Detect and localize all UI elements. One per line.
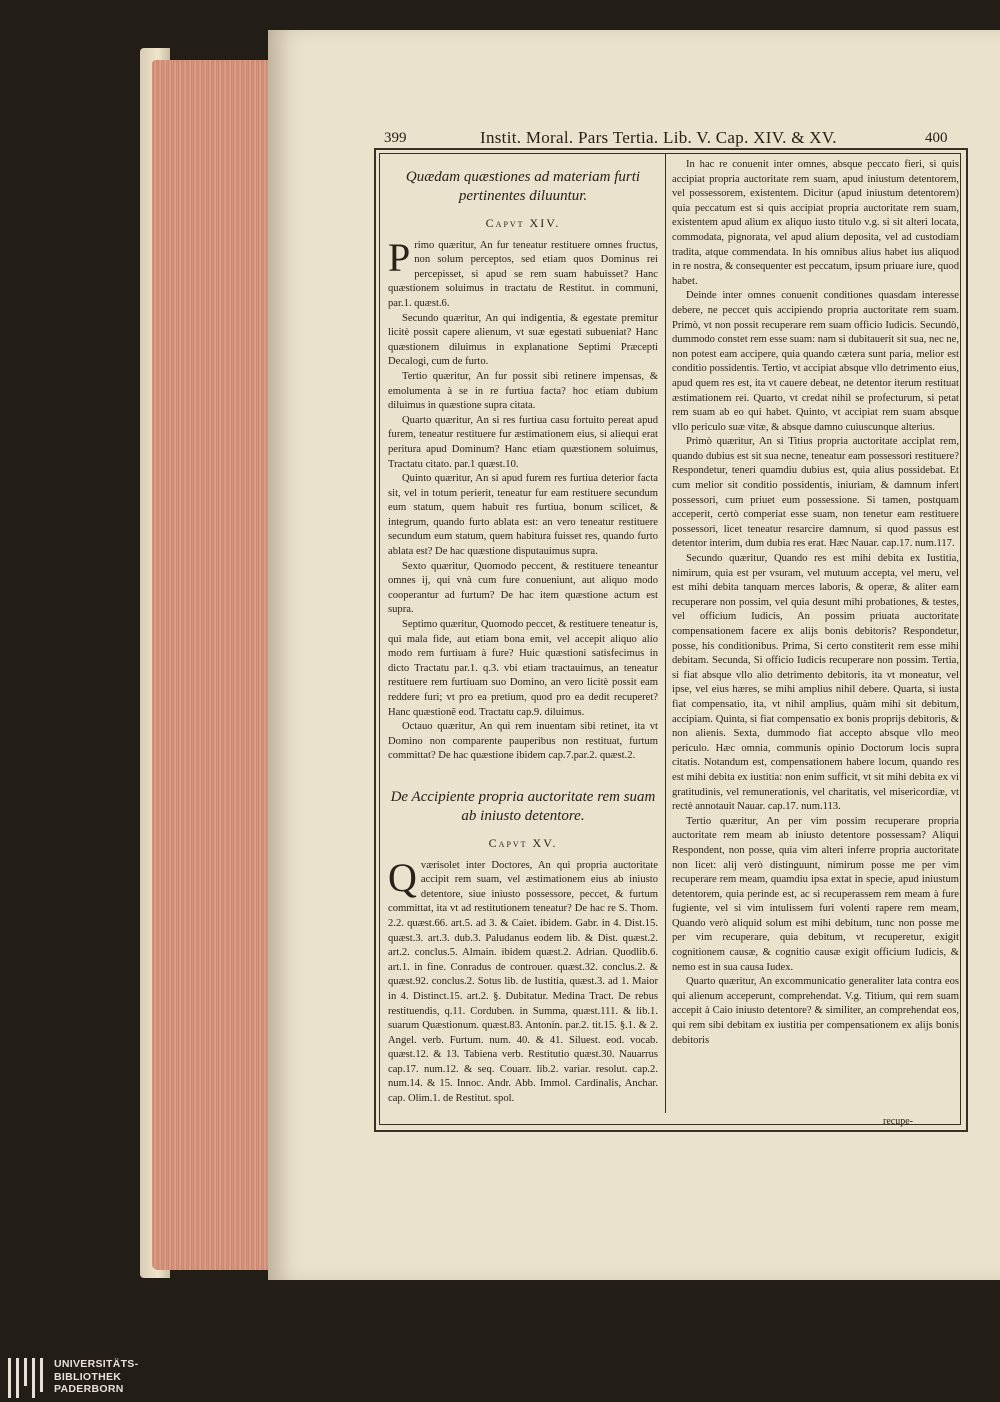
paragraph: Octauo quæritur, An qui rem inuentam sibi retinet, ita vt Domino non comparente pauperibus non restituat, furtum committat? De hac quæstione ibidem cap.7.par.2. quæst.2.: [388, 721, 658, 762]
paragraph: Quinto quæritur, An si apud furem res furtiua deterior facta sit, vel in totum perierit, teneatur fur eam restituere secundum eum statum, quem habuit res furtiua, bonum scilicet, & integrum, quando furto ablata est: an vero teneatur restituere secundum eum statum, quem habitura fuisset res, quando furto ablata est? De hac quæstione disputauimus supra.: [388, 473, 658, 558]
section-title-2: De Accipiente propria auctoritate rem suam ab iniusto detentore.: [390, 788, 656, 824]
column-divider: [665, 153, 666, 1113]
paragraph: Secundo quæritur, An qui indigentia, & egestate premitur licitè possit capere alienum, vt suæ egestati subueniat? Hanc quæstionem diluimus in explanatione Septimi Præcepti Decalogi, cum de furto.: [388, 312, 658, 368]
catchword: recupe-: [883, 1116, 913, 1127]
paragraph: Secundo quæritur, Quando res est mihi debita ex Iustitia, nimirum, quia est per vsuram, vel mutuum accepta, vel meru, vel est mihi debita tanquam merces laboris, & operæ, & aliter eam recuperare non possim, vel quia desunt mihi probationes, & testes, vel officium Iudicis, An possim priuata auctoritate compensationem facere ex alijs bonis debitoris? Respondetur, posse, his conditionibus. Prima, Si certo constiterit rem esse mihi debitam. Secunda, Si officio Iudicis recuperare non possim. Tertia, si fiat absque vllo alio detrimento debitoris, ita vt moneatur, vel ipse, vel eius hæres, se mihi amplius nihil debere. Quarta, si iusta fiat compensatio, ita, vt nihil amplius, quàm mihi sit debitum, accipiam. Quinta, si fiat compensatio ex bonis proprijs debitoris, & non alienis. Sexta, dummodo fiat accepto absque vllo meo periculo. Hæc omnia, communis opinio Doctorum locis supra citatis. Notandum est, compensationem habere locum, quando res est mihi debita ex iustitia: non enim sufficit, vt sit mihi debita ex vi gratitudinis, vel remunerationis, vel charitatis, vel misericordiæ, vt rectè annotauit Nauar. cap.17. num.113.: [672, 553, 959, 813]
page-number-right: 400: [925, 130, 948, 146]
left-column: [388, 162, 658, 1107]
paragraph: [388, 854, 658, 1107]
drop-cap: Q: [388, 854, 417, 900]
paragraph: Sexto quæritur, Quomodo peccent, & restituere teneantur omnes ij, qui vnà cum fure conueniunt, aut aliquo modo cooperantur ad furtum? De hac item quæstione actum est supra.: [388, 560, 658, 616]
page-number-left: 399: [384, 130, 407, 146]
paragraph: Primò quæritur, An si Titius propria auctoritate acciplat rem, quando dubius est sit sua necne, teneatur eam possessori restituere? Respondetur, teneri quamdiu dubius est, quia alius possidebat. Et cum melior sit conditio possidentis, iniuriam, & damnum infert possessori, cum priuet eum possessione. Si tamen, postquam acceperit, certò comperiat esse suam, non tenetur eam restituere possessori, licet teneatur resarcire damnum, si quod passus est detentor interim, dum dubia res erat. Hæc Nauar. cap.17. num.117.: [672, 436, 959, 550]
paragraph: In hac re conuenit inter omnes, absque peccato fieri, si quis accipiat propria auctoritate rem suam, apud iniustum detentorem, vel possessorem, existentem. Dicitur (apud iniustum detentorem) quia peccatum est si quis accipiat propria auctoritate rem suam, existentem apud alium ex aliquo iusto titulo v.g. si sit alteri locata, commodata, pignorata, vel apud alium deposita, vel ad custodiam tradita, atque commendata. In his omnibus alius habet ius aliquod in re nostra, & consequenter est peccatum, ipsum priuare iure, quod habet.: [672, 159, 959, 287]
right-column: [672, 158, 959, 1048]
paragraph-text: rimo quæritur, An fur teneatur restituere omnes fructus, non solum perceptos, sed etiam quos Dominus rei percepisset, si apud se rem suam habuisset? Hanc quæstionem soluimus in tractatu de Restitut. in communi, par.1. quæst.6.: [388, 239, 658, 309]
library-logo-icon: [8, 1358, 48, 1398]
running-title: Instit. Moral. Pars Tertia. Lib. V. Cap. XIV. & XV.: [480, 128, 837, 147]
library-logo: [8, 1358, 158, 1398]
paragraph: Septimo quæritur, Quomodo peccet, & restituere teneatur is, qui mala fide, aut etiam bona emit, vel accepit aliquo alio modo rem furtiuam à fure? Huic quæstioni satisfecimus in dicto Tractatu par.1. q.3. vbi etiam tractauimus, an teneatur restituere rem furtiuam suo Domino, an vero licitè possit eam reddere furi; vt pro ea pretium, quod pro ea dedit recuperet? Hanc quæstionẽ eod. Tractatu cap.9. diluimus.: [388, 619, 658, 718]
drop-cap: P: [388, 234, 411, 280]
spacer: [388, 764, 658, 782]
logo-line-1: UNIVERSITÄTS-: [54, 1358, 139, 1370]
paragraph: Tertio quæritur, An per vim possim recuperare propria auctoritate rem meam ab iniusto detentore possessam? Aliqui Respondent, non posse, quia vim alteri inferre propria auctoritate non licet: alij verò distinguunt, nimirum posse me per vim recuperare rem meam, quamdiu ipsa extat in specie, apud iniustum detentorem, quia perinde est, ac si recuperassem rem meam à fure fugiente, vel si vim intulissem furi volenti rapere rem meam, Quando verò aliquid solum est mihi debitum, tunc non posse me per vim recuperare, quia debitum, vt recuperetur, exigit cognitionem causæ, & cognitio causæ exigit officium Iudicis, & nemo est in sua causa Iudex.: [672, 815, 959, 973]
paragraph: Quarto quæritur, An si res furtiua casu fortuito pereat apud furem, teneatur restituere fur æstimationem eius, si aliequi erat peritura apud Dominum? Hanc etiam quæstionem soluimus, Tractatu citato. par.1 quæst.10.: [388, 414, 658, 470]
paragraph: [388, 234, 658, 312]
paragraph: Deinde inter omnes conuenit conditiones quasdam interesse debere, ne peccet quis accipiendo propria auctoritate rem suam. Primò, vt non possit recuperare rem suam officio Iudicis. Secundò, dummodo constet rem esse suam: nam si dubitauerit sit sua, nec ne, non potest eam accipere, quia quando cætera sunt paria, melior est conditio possidentis. Tertio, vt accipiat absque vllo detrimento eius, apud quem res est, ita vt cauere debeat, ne detentor iterum restituat æstimationem rei. Quarto, vt credat nihil se profecturum, si petat rem suam ab eo qui habet. Quinto, vt accipiat rem suam absque vllo periculo suæ vitæ, & absque damno cuiuscunque alterius.: [672, 290, 959, 433]
paragraph-text: værisolet inter Doctores, An qui propria auctoritate accipit rem suam, vel æstimationem eius ab iniusto detentore, siue iniusto possessore, peccet, & furtum committat, ita vt ad restitutionem teneatur? De hac re S. Thom. 2.2. quæst.66. art.5. ad 3. & Caiet. ibidem. Gabr. in 4. Dist.15. quæst.3. art.3. dub.3. Paludanus eodem lib. & Dist. quæst.2. art.2. conclus.5. Almain. ibidem quæst.2. Adrian. Quodlib.6. art.1. in fine. Conradus de controuer. quæst.32. conclus.2. & quæst.92. conclus.2. Sotus lib. de Iustitia, quæst.3. ad 1. Maior in 4. Distinct.15. art.2. §. Dubitatur. Medina Tract. De rebus restituendis, q.11. Corduben. in Summa, quæst.111. & lib.1. suarum Quæstionum. quæst.83. Antonin. par.2. tit.15. §.1. & 2. Angel. verb. Furtum. num. 40. & 41. Siluest. eod. vocab. quæst.12. & 13. Tabiena verb. Restitutio quæst.30. Nauarrus cap.17. num.12. & seq. Couarr. lib.2. variar. resolut. cap.2. num.14. & 15. Innoc. Andr. Abb. Immol. Cardinalis, Anchar. cap. Olim.1. de Restitut. spol.: [388, 859, 658, 1105]
page-edges-red: [152, 60, 272, 1270]
paragraph: Quarto quæritur, An excommunicatio generaliter lata contra eos qui alienum acceperunt, comprehendat. V.g. Titium, qui rem suam accepit à Caio iniusto detentore? & similiter, an comprehendat eos, qui rem sibi debitam ex iustitia per compensationem ex alijs bonis debitoris: [672, 976, 959, 1046]
logo-line-2: BIBLIOTHEK: [54, 1370, 122, 1383]
chapter-heading-14: Capvt XIV.: [485, 216, 561, 230]
section-title-1: Quædam quæstiones ad materiam furti pertinentes diluuntur.: [405, 169, 641, 204]
chapter-heading-15: Capvt XV.: [488, 835, 558, 850]
library-logo-text: [54, 1358, 138, 1396]
paragraph: Tertio quæritur, An fur possit sibi retinere impensas, & emolumenta à se in re furtiua facta? hoc etiam dubium diluimus in quæstione supra citata.: [388, 370, 658, 412]
logo-line-3: PADERBORN: [54, 1383, 124, 1395]
